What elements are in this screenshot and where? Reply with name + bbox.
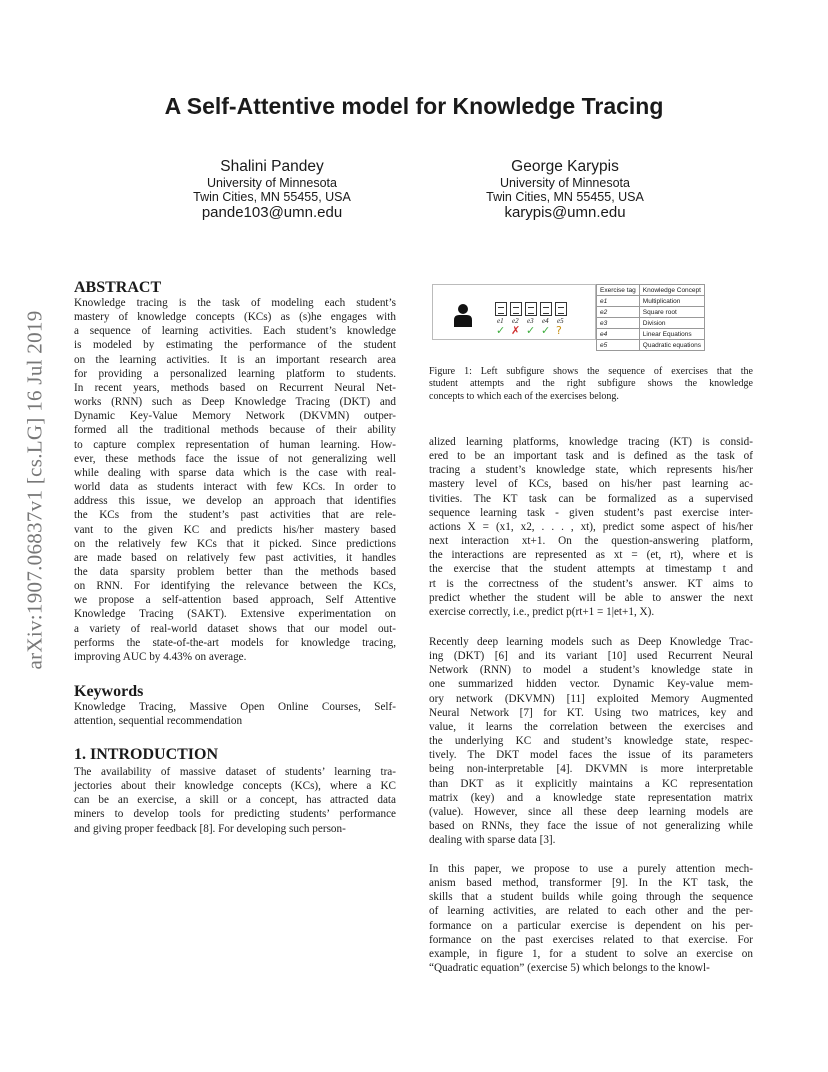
exercise-document-icon — [495, 302, 507, 316]
text-line: Knowledge tracing is the task of modeling each student’s — [74, 297, 396, 309]
author-1 — [132, 157, 412, 221]
exercise-tag-cell: e3 — [597, 318, 640, 329]
exercise-document-icon — [510, 302, 522, 316]
text-line: the data sparsity problem better than the methods based — [74, 565, 396, 578]
caption-line: student attempts and the right subfigure shows the knowledge — [429, 378, 753, 390]
text-line: formance on a particular exercise is dependent on his per- — [429, 919, 753, 932]
text-line: and giving proper feedback [8]. For developing such person- — [74, 822, 346, 835]
text-line: Dynamic Key-Value Memory Network (DKVMN) outper- — [74, 410, 396, 423]
text-line: ory network (DKVMN) [11] exploited Memory Augmented — [429, 692, 753, 705]
text-line: vant to the given KC and predicts his/her mastery based — [74, 523, 396, 536]
text-line: dealing with sparse data [3]. — [429, 834, 556, 847]
author-address: Twin Cities, MN 55455, USA — [193, 190, 351, 204]
text-line: based on RNNs, they face the issue of not generalizing while — [429, 820, 753, 833]
text-line: alized learning platforms, knowledge tracing (KT) is consid- — [429, 436, 753, 448]
text-line: than DKT as it explicitly maintains a KC representation — [429, 777, 753, 790]
table-header-row — [597, 285, 705, 296]
author-affiliation: University of Minnesota — [500, 176, 630, 190]
intro-paragraph-1 — [429, 435, 753, 619]
text-line: the interactions are represented as xt = (et, rt), where et is — [429, 549, 753, 562]
text-line: Network (RNN) to model a student’s knowledge state in — [429, 664, 753, 677]
table-row — [597, 329, 705, 340]
text-line: (value). However, since all these deep learning models are — [429, 805, 753, 818]
text-line: tivities. The KT task can be formalized as a supervised — [429, 492, 753, 505]
author-2 — [425, 157, 705, 221]
text-line: for providing a personalized learning platform to students. — [74, 367, 396, 380]
text-line: value, it learns the correlation between the exercises and — [429, 720, 753, 733]
intro-paragraph-2 — [429, 635, 753, 847]
knowledge-concept-cell: Linear Equations — [639, 329, 704, 340]
keywords-heading: Keywords — [74, 683, 144, 700]
student-icon — [453, 303, 473, 327]
text-line: can be an exercise, a skill or a concept, has attracted data — [74, 794, 396, 807]
text-line: works (RNN) such as Deep Knowledge Tracing (DKT) and — [74, 396, 396, 409]
text-line: on the learning activities. It is an important research area — [74, 353, 396, 366]
exercise-label: e5 — [557, 317, 564, 325]
text-line: formance on the past exercises related to that exercise. For — [429, 933, 753, 946]
unknown-question-icon: ? — [556, 324, 562, 337]
text-line: is modeled by estimating the performance of the student — [74, 339, 396, 352]
exercise-label: e1 — [497, 317, 504, 325]
abstract-body — [74, 296, 396, 664]
author-email[interactable]: karypis@umn.edu — [504, 204, 626, 221]
text-line: In this paper, we propose to use a purely attention mech- — [429, 863, 753, 875]
author-email[interactable]: pande103@umn.edu — [201, 204, 343, 221]
exercise-tag-cell: e4 — [597, 329, 640, 340]
text-line: of learning activities, are related to each other and the per- — [429, 905, 753, 918]
text-line: predict whether the student will be able to answer the next — [429, 591, 753, 604]
text-line: mastery level of KCs, based on his/her past learning ac- — [429, 478, 753, 491]
text-line: example, in figure 1, for a student to solve an exercise on — [429, 947, 753, 960]
table-row — [597, 307, 705, 318]
text-line: ered to be an important task and is defined as the task of — [429, 450, 753, 463]
text-line: world data as students interact with few KCs. In order to — [74, 481, 396, 494]
knowledge-concept-cell: Division — [639, 318, 704, 329]
text-line: “Quadratic equation” (exercise 5) which belongs to the knowl- — [429, 962, 710, 975]
knowledge-concept-table — [596, 284, 705, 351]
exercise-tag-cell: e1 — [597, 296, 640, 307]
text-line: ever, these methods face the issue of not generalizing well — [74, 452, 396, 465]
exercise-document-icon — [555, 302, 567, 316]
text-line: Knowledge Tracing, Massive Open Online Courses, Self- — [74, 701, 396, 713]
text-line: mastery of knowledge concepts (KCs) as (s)he engages with — [74, 311, 396, 324]
exercise-label: e3 — [527, 317, 534, 325]
text-line: Neural Network [7] for KT. Using two matrices, key and — [429, 706, 753, 719]
text-line: rt is the correctness of the student’s answer. KT aims to — [429, 577, 753, 590]
intro-paragraph-3 — [429, 862, 753, 975]
text-line: one summarized hidden vector. Dynamic Key-value mem- — [429, 678, 753, 691]
text-line: improving AUC by 4.43% on average. — [74, 650, 247, 663]
text-line: while dealing with sparse data which is the case with real- — [74, 466, 396, 479]
introduction-heading: 1. INTRODUCTION — [74, 746, 219, 763]
text-line: a variety of real-world dataset shows that our model out- — [74, 622, 396, 635]
text-line: tively. The DKT model faces the issue of its parameters — [429, 749, 753, 762]
text-line: jectories about their knowledge concepts (KCs), where a KC — [74, 780, 396, 793]
exercise-tag-cell: e2 — [597, 307, 640, 318]
arxiv-identifier: arXiv:1907.06837v1 [cs.LG] 16 Jul 2019 — [22, 310, 47, 670]
text-line: we propose a self-attention based approach, Self Attentive — [74, 594, 396, 607]
correct-check-icon: ✓ — [541, 324, 551, 337]
text-line: next interaction xt+1. On the question-answering platform, — [429, 535, 753, 548]
exercise-label: e2 — [512, 317, 519, 325]
text-line: address this issue, we develop an approach that identifies — [74, 495, 396, 508]
table-row — [597, 318, 705, 329]
caption-line: Figure 1: Left subfigure shows the sequence of exercises that the — [429, 366, 753, 377]
text-line: The availability of massive dataset of students’ learning tra- — [74, 766, 396, 778]
text-line: performs the state-of-the-art models for knowledge tracing, — [74, 636, 396, 649]
exercise-label: e4 — [542, 317, 549, 325]
knowledge-concept-cell: Quadratic equations — [639, 340, 704, 351]
text-line: the KCs from the student’s past activities that are rele- — [74, 509, 396, 522]
text-line: tracing a student’s knowledge state, which represents his/her — [429, 464, 753, 477]
author-address: Twin Cities, MN 55455, USA — [486, 190, 644, 204]
text-line: Recently deep learning models such as Deep Knowledge Trac- — [429, 636, 753, 648]
introduction-body — [74, 765, 396, 836]
exercise-tag-cell: e5 — [597, 340, 640, 351]
correct-check-icon: ✓ — [526, 324, 536, 337]
exercise-document-icon — [540, 302, 552, 316]
keywords-body — [74, 700, 396, 728]
text-line: formed all the traditional methods because of their ability — [74, 424, 396, 437]
text-line: skills that a student builds while going through the sequence — [429, 891, 753, 904]
text-line: miners to develop tools for predicting students’ performance — [74, 808, 396, 821]
table-header-cell: Exercise tag — [597, 285, 640, 296]
correct-check-icon: ✓ — [496, 324, 506, 337]
text-line: attention, sequential recommendation — [74, 715, 243, 728]
knowledge-concept-cell: Multiplication — [639, 296, 704, 307]
text-line: exercise correctly, i.e., predict p(rt+1 = 1|et+1, X). — [429, 605, 655, 618]
text-line: on the relatively few KCs that it picked. Since predictions — [74, 537, 396, 550]
table-header-cell: Knowledge Concept — [639, 285, 704, 296]
author-name: Shalini Pandey — [220, 158, 324, 175]
author-affiliation: University of Minnesota — [207, 176, 337, 190]
exercise-document-icon — [525, 302, 537, 316]
table-row — [597, 296, 705, 307]
paper-title: A Self-Attentive model for Knowledge Tracing — [164, 93, 664, 119]
table-row — [597, 340, 705, 351]
text-line: on RNN. For identifying the relevance between the KCs, — [74, 580, 396, 593]
text-line: In recent years, methods based on Recurrent Neural Net- — [74, 381, 396, 394]
knowledge-concept-cell: Square root — [639, 307, 704, 318]
text-line: to capture complex representation of human learning. How- — [74, 438, 396, 451]
exercise-sequence-subfigure — [432, 284, 596, 340]
text-line: ing (DKT) [6] and its variant [10] used Recurrent Neural — [429, 650, 753, 663]
text-line: the underlying KC and student’s knowledge state, respec- — [429, 735, 753, 748]
text-line: Knowledge Tracing (SAKT). Extensive experimentation on — [74, 608, 396, 621]
text-line: matrix (key) and a knowledge state representation matrix — [429, 791, 753, 804]
caption-line: concepts to which each of the exercises belong. — [429, 390, 619, 402]
text-line: actions X = (x1, x2, . . . , xt), predict some aspect of his/her — [429, 520, 753, 533]
figure-1-caption — [429, 366, 753, 403]
abstract-heading: ABSTRACT — [74, 279, 162, 296]
author-name: George Karypis — [511, 158, 619, 175]
text-line: are made based on relatively few past activities, it handles — [74, 551, 396, 564]
text-line: the exercise that the student attempts at timestamp t and — [429, 563, 753, 576]
text-line: anism based method, transformer [9]. In the KT task, the — [429, 877, 753, 890]
text-line: sequence learning task - given student’s past exercise inter- — [429, 506, 753, 519]
incorrect-cross-icon: ✗ — [511, 324, 521, 337]
text-line: a sequence of learning activities. Each student’s knowledge — [74, 325, 396, 338]
text-line: being non-interpretable [4]. DKVMN is more interpretable — [429, 763, 753, 776]
